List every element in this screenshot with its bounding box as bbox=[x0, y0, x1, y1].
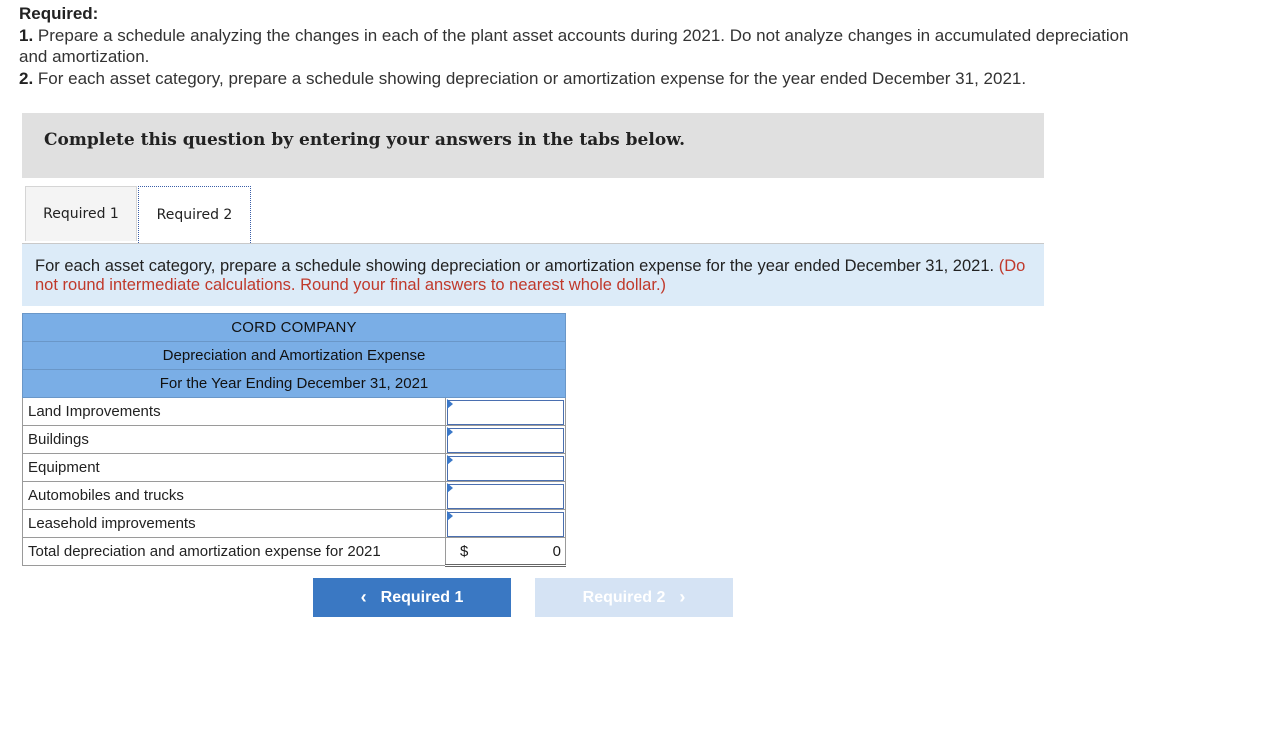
instruction-banner bbox=[22, 113, 1044, 178]
table-row bbox=[23, 510, 566, 538]
required-section bbox=[19, 3, 1159, 89]
equipment-input[interactable] bbox=[447, 456, 564, 481]
banner-text: Complete this question by entering your answers in the tabs below. bbox=[44, 130, 685, 150]
table-row bbox=[23, 482, 566, 510]
row-label: Leasehold improvements bbox=[23, 510, 446, 538]
instruction-note: (Do not round intermediate calculations. Round your final answers to nearest whole dollar.) bbox=[35, 257, 1026, 294]
input-marker-icon bbox=[447, 483, 453, 493]
land-improvements-input[interactable] bbox=[447, 400, 564, 425]
table-row bbox=[23, 426, 566, 454]
chevron-right-icon: › bbox=[679, 587, 686, 607]
schedule-company: CORD COMPANY bbox=[23, 314, 566, 342]
input-marker-icon bbox=[447, 511, 453, 521]
schedule-title: Depreciation and Amortization Expense bbox=[23, 342, 566, 370]
chevron-left-icon: ‹ bbox=[360, 587, 367, 607]
tab-instruction bbox=[22, 244, 1044, 306]
schedule-table bbox=[22, 313, 566, 567]
prev-button-label: Required 1 bbox=[380, 588, 464, 606]
required-item-1: 1. Prepare a schedule analyzing the changes in each of the plant asset accounts during 2021. Do not analyze changes in accumulated depreciation and amortization. bbox=[19, 25, 1129, 66]
table-row bbox=[23, 454, 566, 482]
row-label: Automobiles and trucks bbox=[23, 482, 446, 510]
table-row bbox=[23, 398, 566, 426]
leasehold-improvements-input[interactable] bbox=[447, 512, 564, 537]
currency-symbol: $ bbox=[460, 543, 469, 560]
automobiles-trucks-input[interactable] bbox=[447, 484, 564, 509]
next-button[interactable] bbox=[535, 578, 733, 617]
required-title: Required: bbox=[19, 4, 99, 23]
input-marker-icon bbox=[447, 455, 453, 465]
tab-required-2[interactable]: Required 2 bbox=[138, 186, 251, 243]
row-label: Buildings bbox=[23, 426, 446, 454]
tab-required-1[interactable]: Required 1 bbox=[25, 186, 137, 241]
buildings-input[interactable] bbox=[447, 428, 564, 453]
next-button-label: Required 2 bbox=[582, 588, 666, 606]
schedule-period: For the Year Ending December 31, 2021 bbox=[23, 370, 566, 398]
total-label: Total depreciation and amortization expense for 2021 bbox=[23, 538, 446, 566]
input-marker-icon bbox=[447, 427, 453, 437]
row-label: Equipment bbox=[23, 454, 446, 482]
required-item-2: 2. For each asset category, prepare a schedule showing depreciation or amortization expense for the year ended December 31, 2021. bbox=[19, 68, 1027, 88]
total-value: 0 bbox=[552, 543, 561, 560]
input-marker-icon bbox=[447, 399, 453, 409]
total-row bbox=[23, 538, 566, 566]
prev-button[interactable] bbox=[313, 578, 511, 617]
instruction-text: For each asset category, prepare a schedule showing depreciation or amortization expense for the year ended December 31, 2021. bbox=[35, 257, 995, 275]
row-label: Land Improvements bbox=[23, 398, 446, 426]
